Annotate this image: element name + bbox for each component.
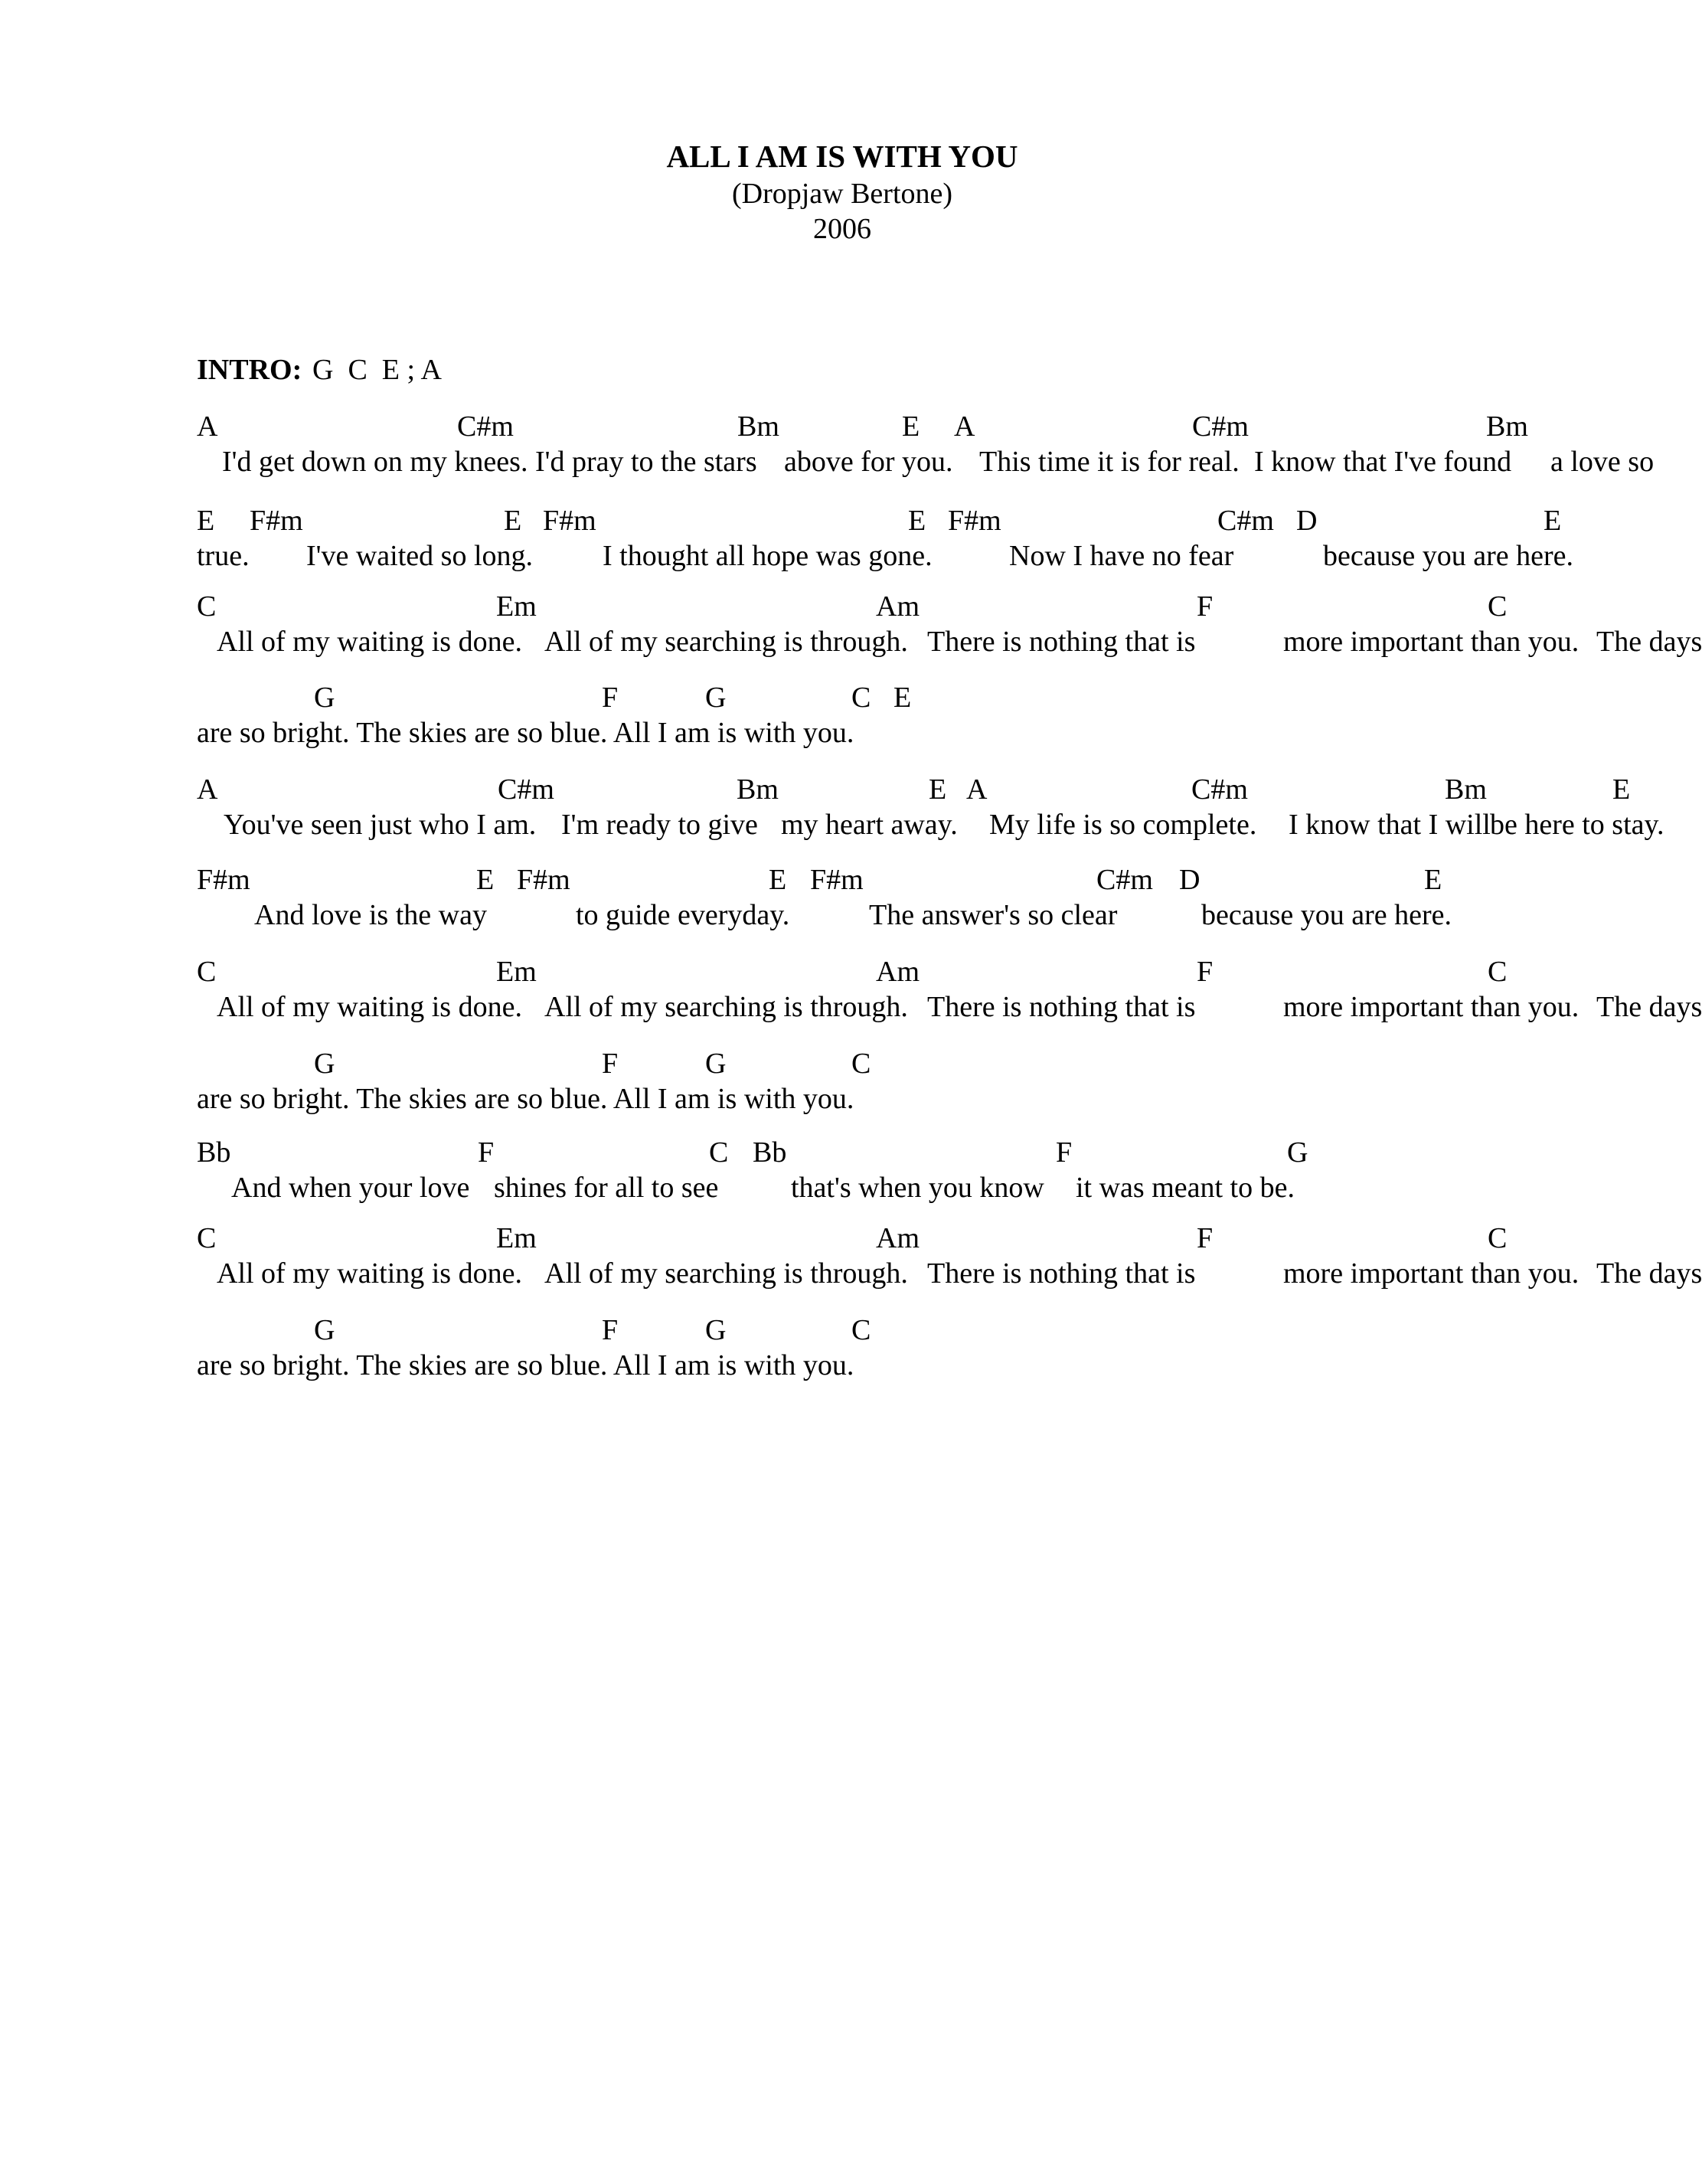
chord: C#m <box>1217 505 1274 537</box>
chord: E <box>908 505 926 537</box>
lyric-segment: The answer's so clear <box>869 899 1118 931</box>
chord: E <box>476 864 495 896</box>
chord: E <box>1612 773 1631 806</box>
chord: Em <box>496 1222 537 1254</box>
song-title: ALL I AM IS WITH YOU <box>666 139 1018 174</box>
chord: C <box>709 1136 729 1169</box>
chord: G <box>314 1314 335 1346</box>
chord: A <box>954 410 975 443</box>
chord: C <box>1488 1222 1508 1254</box>
chord: D <box>1296 505 1318 537</box>
lyric-line <box>0 989 1702 1025</box>
chord: E <box>504 505 522 537</box>
chord: D <box>1179 864 1201 896</box>
lyric-segment: shines for all to see <box>494 1172 719 1204</box>
lyric-segment: All of my searching is through. <box>544 991 908 1023</box>
chord: C <box>851 1048 871 1080</box>
lyric-segment: true. <box>197 540 250 572</box>
chord: G <box>1287 1136 1308 1169</box>
chord: A <box>197 773 218 806</box>
lyric-segment: I thought all hope was gone. <box>603 540 933 572</box>
lyric-segment: are so bright. The skies are so blue. All I am is with you. <box>197 1349 854 1381</box>
lyric-segment: And love is the way <box>254 899 487 931</box>
lyric-line <box>0 715 1684 750</box>
lyric-segment: it was meant to be. <box>1076 1172 1295 1204</box>
lyric-segment: There is nothing that is <box>927 1257 1196 1290</box>
chord: E <box>1544 505 1562 537</box>
lyric-segment: because you are here. <box>1323 540 1574 572</box>
lyric-segment: a love so <box>1550 446 1655 478</box>
lyric-line <box>0 807 1684 842</box>
chord: F#m <box>250 505 303 537</box>
lyric-segment: There is nothing that is <box>927 626 1196 658</box>
chord: G <box>314 682 335 714</box>
song-artist: (Dropjaw Bertone) <box>731 178 953 210</box>
chord-line <box>0 409 1684 444</box>
chord: C#m <box>1192 410 1249 443</box>
chord: G <box>705 682 727 714</box>
chord: F#m <box>517 864 570 896</box>
lyric-segment: This time it is for real. <box>979 446 1240 478</box>
chord-line <box>0 680 1684 715</box>
lyric-segment: to guide everyday. <box>576 899 790 931</box>
lyric-segment: above for you. <box>784 446 953 478</box>
chord: Em <box>496 956 537 988</box>
lyric-segment: I know that I've found <box>1254 446 1512 478</box>
lyric-segment: There is nothing that is <box>927 991 1196 1023</box>
lyric-segment: I'd get down on my knees. I'd pray to the stars <box>222 446 757 478</box>
intro-label: INTRO: <box>197 354 302 386</box>
lyric-line <box>0 1081 1684 1117</box>
chord: Em <box>496 590 537 623</box>
lyric-segment: be here to stay. <box>1490 809 1664 841</box>
chord: Am <box>876 590 920 623</box>
chord: Bm <box>1486 410 1528 443</box>
chord: C#m <box>457 410 514 443</box>
lyric-segment: My life is so complete. <box>989 809 1257 841</box>
chord: F <box>602 682 619 714</box>
chord-line <box>0 862 1684 897</box>
chord: C <box>197 1222 217 1254</box>
lyric-segment: All of my searching is through. <box>544 1257 908 1290</box>
lyric-segment: The days <box>1596 626 1702 658</box>
chord: E <box>929 773 947 806</box>
chord: F <box>1197 1222 1214 1254</box>
lyric-segment: are so bright. The skies are so blue. All I am is with you. <box>197 717 854 749</box>
chord: C#m <box>1096 864 1153 896</box>
lyric-line <box>0 444 1684 479</box>
chord: E <box>893 682 912 714</box>
chord: C#m <box>498 773 554 806</box>
chord: F <box>602 1314 619 1346</box>
chord-line <box>0 1135 1684 1170</box>
chord: F <box>1197 590 1214 623</box>
lyric-segment: All of my searching is through. <box>544 626 908 658</box>
chord: A <box>197 410 218 443</box>
chord-line <box>0 589 1684 624</box>
lyric-segment: All of my waiting is done. <box>217 626 522 658</box>
lyric-segment: more important than you. <box>1283 991 1579 1023</box>
chord: Bb <box>753 1136 787 1169</box>
chord: F#m <box>810 864 864 896</box>
lyric-segment: The days <box>1596 1257 1702 1290</box>
lyric-line <box>0 624 1702 659</box>
chord: E <box>1424 864 1442 896</box>
chord: C <box>851 1314 871 1346</box>
chord: F <box>1197 956 1214 988</box>
lyric-segment: more important than you. <box>1283 1257 1579 1290</box>
chord: Bm <box>737 773 779 806</box>
chord: G <box>705 1314 727 1346</box>
lyric-segment: The days <box>1596 991 1702 1023</box>
lyric-segment: And when your love <box>231 1172 470 1204</box>
lyric-line <box>0 1348 1684 1383</box>
chord: F <box>1056 1136 1073 1169</box>
lyric-line <box>0 538 1684 574</box>
chord: Bm <box>737 410 779 443</box>
chord: F#m <box>543 505 596 537</box>
chord: Bb <box>197 1136 231 1169</box>
chord: E <box>769 864 787 896</box>
lyric-line <box>0 1256 1702 1291</box>
chord: G <box>314 1048 335 1080</box>
chord: C <box>851 682 871 714</box>
chord: Am <box>876 956 920 988</box>
chord: C#m <box>1191 773 1248 806</box>
chord: G <box>705 1048 727 1080</box>
chord-line <box>0 772 1684 807</box>
chord: Am <box>876 1222 920 1254</box>
chord-line <box>0 1046 1684 1081</box>
chord: A <box>966 773 988 806</box>
lyric-line <box>0 897 1684 933</box>
lyric-segment: that's when you know <box>791 1172 1044 1204</box>
lyric-segment: my heart away. <box>781 809 958 841</box>
lyric-segment: All of my waiting is done. <box>217 1257 522 1290</box>
chord: Bm <box>1445 773 1487 806</box>
lyric-segment: are so bright. The skies are so blue. All I am is with you. <box>197 1083 854 1115</box>
chord: C <box>1488 590 1508 623</box>
chord: C <box>1488 956 1508 988</box>
chord: C <box>197 590 217 623</box>
lyric-segment: I'm ready to give <box>561 809 758 841</box>
chord: E <box>902 410 920 443</box>
chord-line <box>0 954 1684 989</box>
chord: F#m <box>948 505 1001 537</box>
lyric-segment: All of my waiting is done. <box>217 991 522 1023</box>
chord: E <box>197 505 215 537</box>
chord-line <box>0 1221 1684 1256</box>
lyric-line <box>0 1170 1684 1205</box>
chord: C <box>197 956 217 988</box>
lyric-segment: You've seen just who I am. <box>224 809 537 841</box>
intro-chords: G C E ; A <box>312 354 442 386</box>
song-year: 2006 <box>813 213 871 245</box>
intro-line <box>0 352 1684 387</box>
lyric-segment: Now I have no fear <box>1009 540 1234 572</box>
lyric-segment: I've waited so long. <box>306 540 534 572</box>
chord-line <box>0 1313 1684 1348</box>
chord-line <box>0 503 1684 538</box>
chord: F <box>602 1048 619 1080</box>
lyric-segment: I know that I will <box>1289 809 1491 841</box>
chord: F <box>478 1136 495 1169</box>
chord: F#m <box>197 864 250 896</box>
lyric-segment: because you are here. <box>1201 899 1452 931</box>
lyric-segment: more important than you. <box>1283 626 1579 658</box>
